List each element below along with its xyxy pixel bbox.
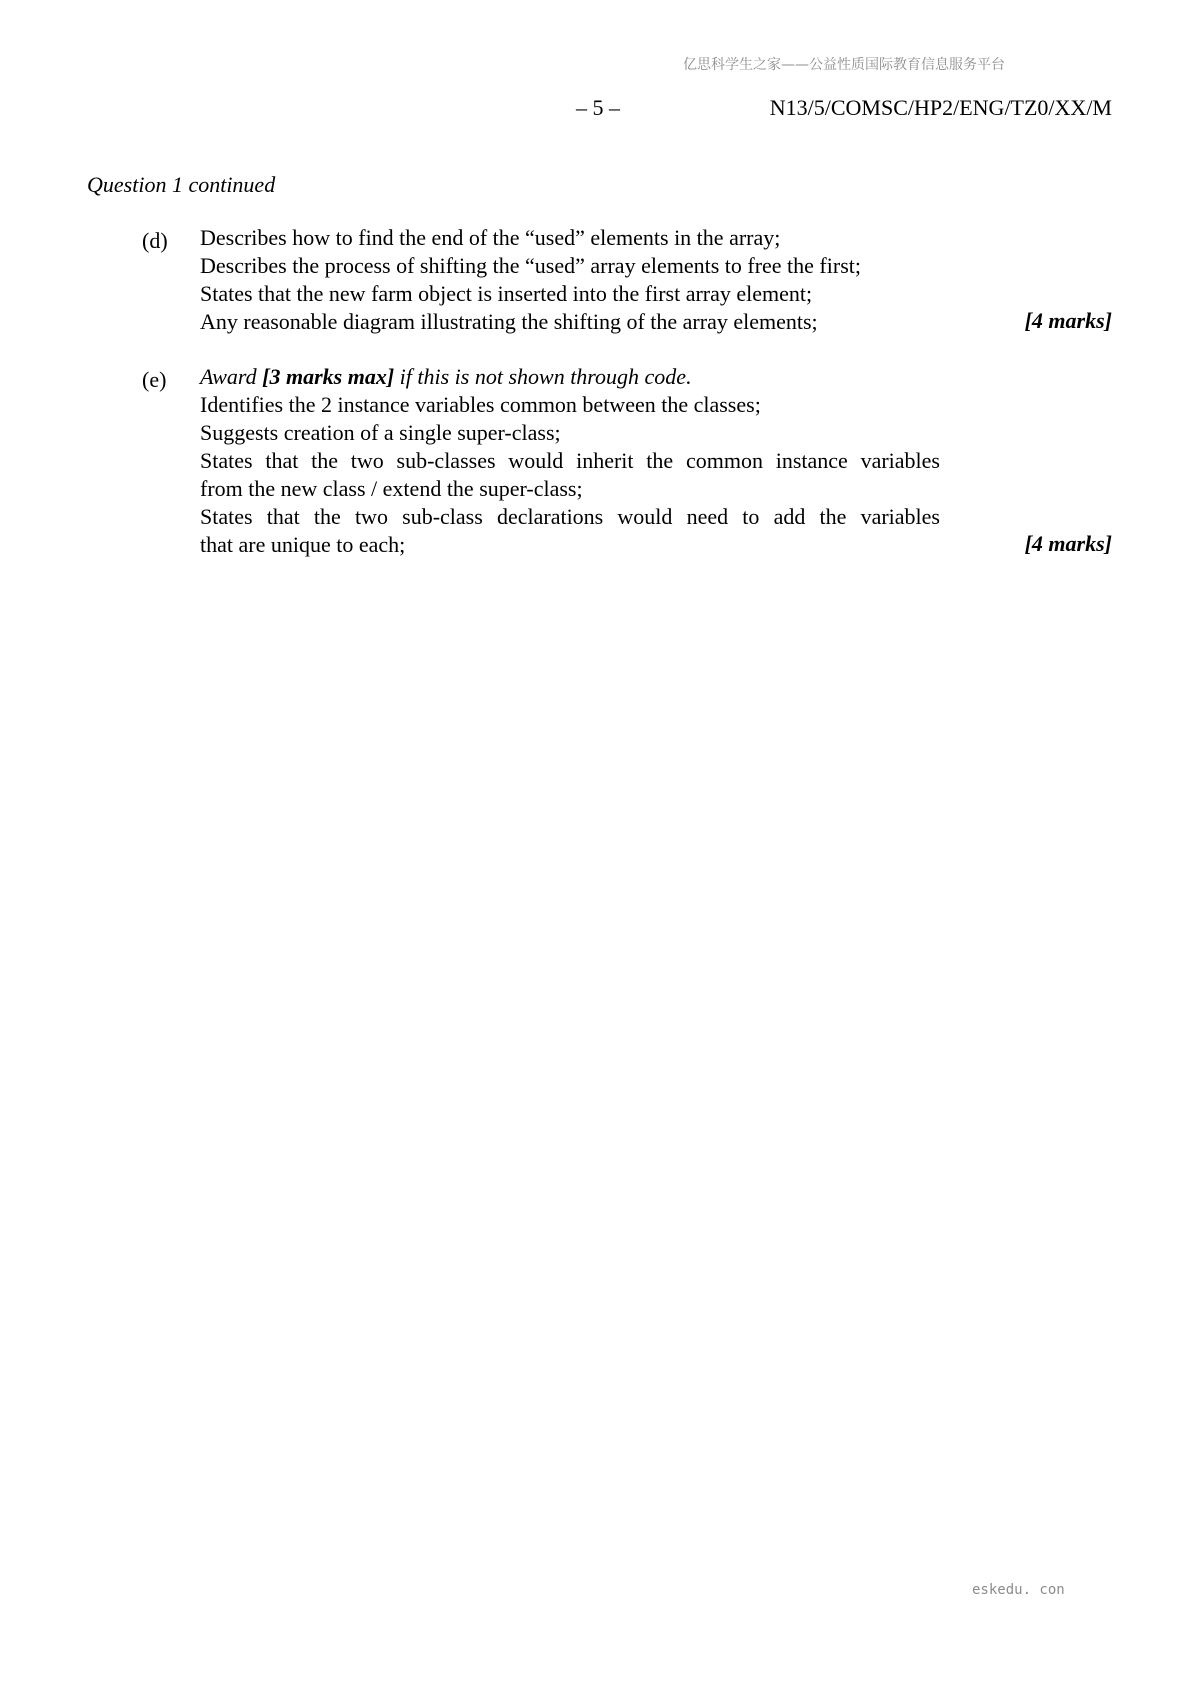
item-e-line-2: Suggests creation of a single super-class;: [200, 420, 561, 445]
item-d-marks: [4 marks]: [1024, 308, 1112, 333]
item-d-line-2: Describes the process of shifting the “used” array elements to free the first;: [200, 253, 861, 278]
item-e-line-1: Identifies the 2 instance variables common between the classes;: [200, 392, 761, 417]
item-e-line-5: States that the two sub-class declarations would need to add the variables: [200, 504, 940, 529]
award-suffix: if this is not shown through code.: [394, 364, 692, 389]
award-prefix: Award: [200, 364, 263, 389]
item-e-line-6: that are unique to each;: [200, 532, 406, 557]
page-number: – 5 –: [576, 95, 620, 120]
item-e-line-4: from the new class / extend the super-class;: [200, 476, 583, 501]
item-d-line-3: States that the new farm object is inserted into the first array element;: [200, 281, 813, 306]
item-e-line-3: States that the two sub-classes would inherit the common instance variables: [200, 448, 940, 473]
footer-site-mark: eskedu. con: [972, 1582, 1065, 1598]
item-e-label: (e): [142, 367, 167, 392]
item-e-marks: [4 marks]: [1024, 531, 1112, 556]
item-d-label: (d): [142, 228, 168, 253]
watermark-text: 亿思科学生之家——公益性质国际教育信息服务平台: [683, 57, 1005, 73]
document-code: N13/5/COMSC/HP2/ENG/TZ0/XX/M: [769, 95, 1112, 120]
item-d-line-1: Describes how to find the end of the “used” elements in the array;: [200, 225, 781, 250]
item-e-award-line: [200, 363, 692, 391]
item-d-line-4: Any reasonable diagram illustrating the shifting of the array elements;: [200, 309, 818, 334]
award-max-marks: [3 marks max]: [262, 364, 395, 389]
question-continued-heading: Question 1 continued: [87, 172, 276, 197]
